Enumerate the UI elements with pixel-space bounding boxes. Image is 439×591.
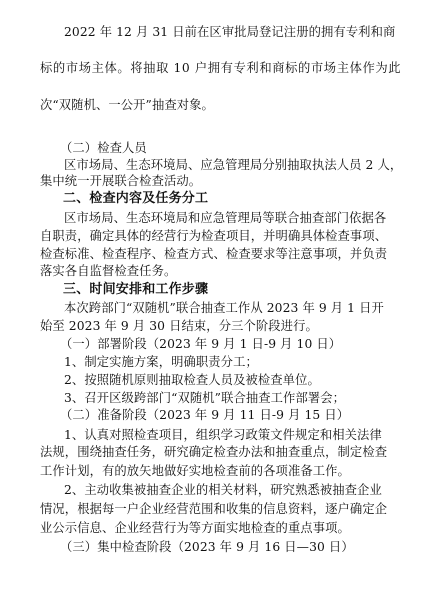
list-item: 1、制定实施方案，明确职责分工； xyxy=(64,355,258,369)
section-heading: 二、检查内容及任务分工 xyxy=(63,191,209,206)
paragraph-line: 区市场局、生态环境局、应急管理局分别抽取执法人员 2 人， xyxy=(64,158,403,172)
paragraph-line: 次“双随机、一公开”抽查对象。 xyxy=(40,98,214,112)
paragraph-line: 自职责，确定具体的经营行为检查项目，并明确具体检查事项、 xyxy=(40,229,388,243)
paragraph-line: 检查标准、检查程序、检查方式、检查要求等注意事项，并负责 xyxy=(40,247,388,261)
section-heading: 三、时间安排和工作步骤 xyxy=(63,282,209,297)
paragraph-line: 业公示信息、企业经营行为等方面实地检查的重点事项。 xyxy=(40,521,350,535)
section-subheading: （二）检查人员 xyxy=(60,141,147,155)
paragraph-line: 情况，根据每一户企业经营范围和收集的信息资料，逐户确定企 xyxy=(40,502,388,516)
paragraph-line: 2、主动收集被抽查企业的相关材料，研究熟悉被抽查企业 xyxy=(64,483,382,497)
paragraph-line: 标的市场主体。将抽取 10 户拥有专利和商标的市场主体作为此 xyxy=(40,61,402,75)
paragraph-line: 始至 2023 年 9 月 30 日结束，分三个阶段进行。 xyxy=(40,319,318,333)
section-subheading: （二）准备阶段（2023 年 9 月 11 日-9 月 15 日） xyxy=(60,408,350,422)
paragraph-line: 1、认真对照检查项目，组织学习政策文件规定和相关法律 xyxy=(64,428,382,442)
paragraph-line: 本次跨部门“双随机”联合抽查工作从 2023 年 9 月 1 日开 xyxy=(64,301,384,315)
paragraph-line: 集中统一开展联合检查活动。 xyxy=(40,174,202,188)
paragraph-line: 法规，围绕抽查任务，研究确定检查办法和抽查重点，制定检查 xyxy=(40,445,388,459)
paragraph-line: 工作计划，有的放矢地做好实地检查前的各项准备工作。 xyxy=(40,464,350,478)
section-subheading: （一）部署阶段（2023 年 9 月 1 日-9 月 10 日） xyxy=(60,337,342,351)
paragraph-line: 区市场局、生态环境局和应急管理局等联合抽查部门依据各 xyxy=(64,211,387,225)
paragraph-line: 落实各自监督检查任务。 xyxy=(40,264,177,278)
paragraph-line: 2022 年 12 月 31 日前在区审批局登记注册的拥有专利和商 xyxy=(64,25,396,39)
list-item: 2、按照随机原则抽取检查人员及被检查单位。 xyxy=(64,373,320,387)
section-subheading: （三）集中检查阶段（2023 年 9 月 16 日—30 日） xyxy=(60,540,354,554)
list-item: 3、召开区级跨部门“双随机”联合抽查工作部署会； xyxy=(64,391,346,405)
